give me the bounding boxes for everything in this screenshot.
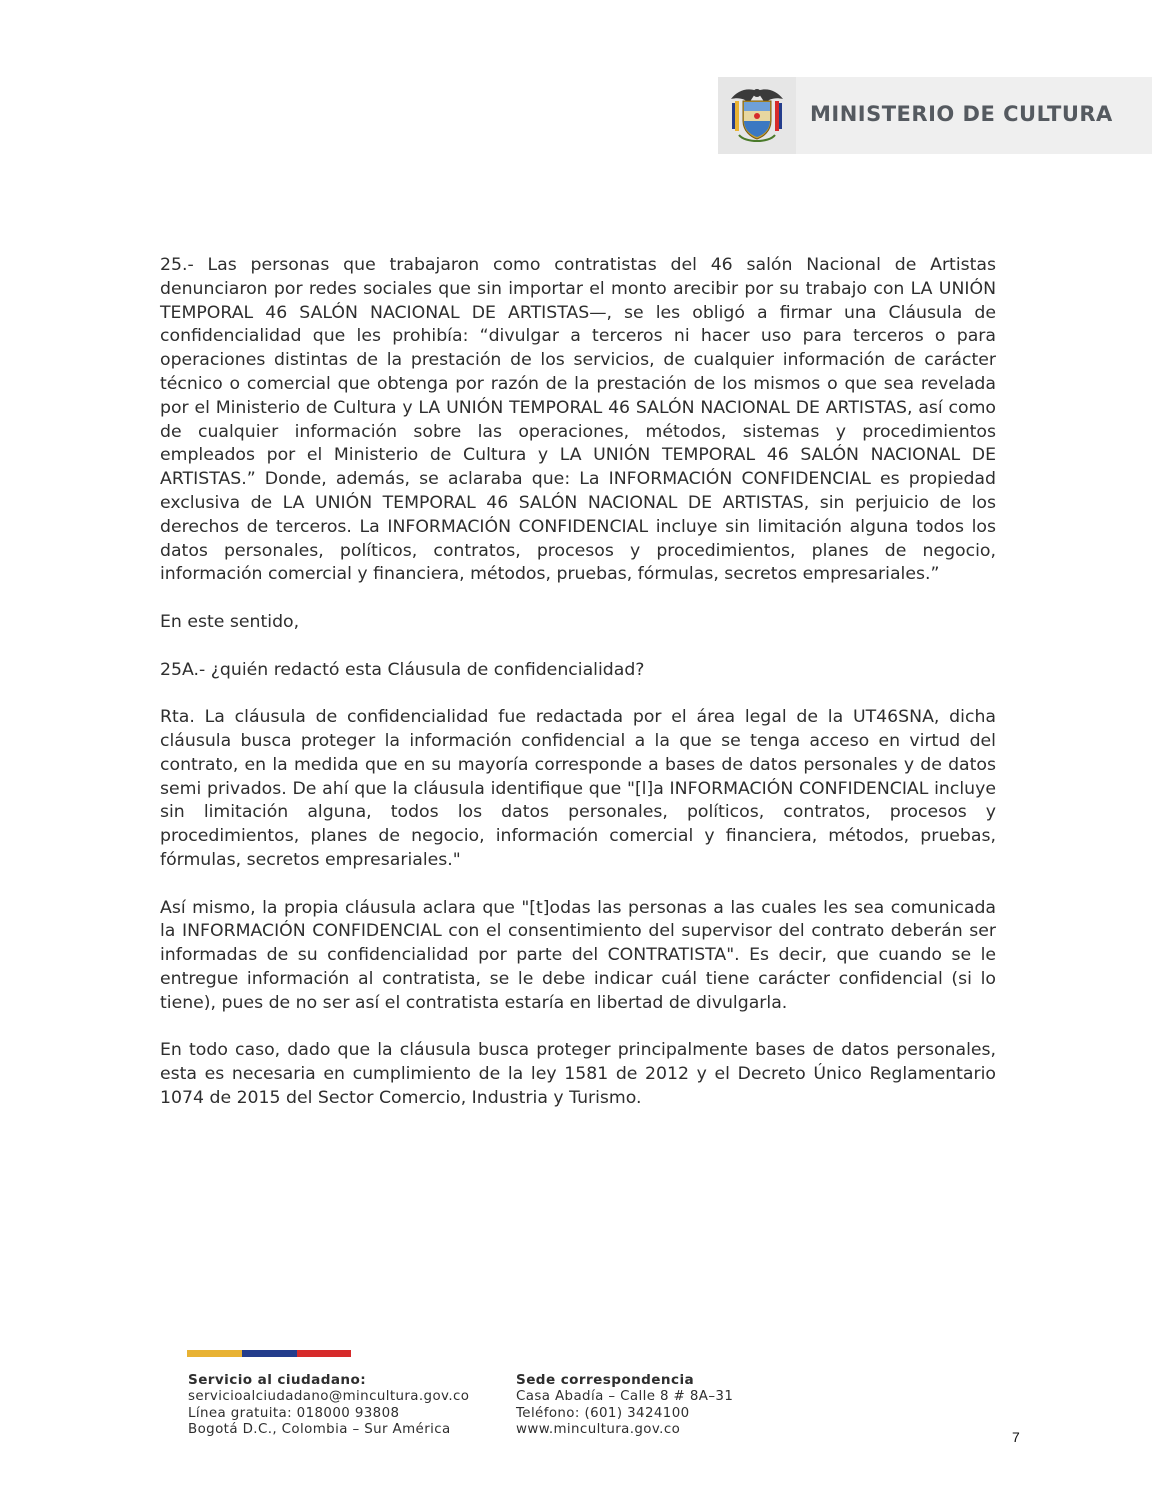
correspondence-title: Sede correspondencia [516, 1372, 695, 1388]
citizen-service-location: Bogotá D.C., Colombia – Sur América [188, 1422, 451, 1438]
correspondence-website[interactable]: www.mincultura.gov.co [516, 1422, 681, 1438]
paragraph-question-25: 25.- Las personas que trabajaron como contratistas del 46 salón Nacional de Artistas denunciaron por redes sociales que sin importar el monto arecibir por su trabajo con LA UNIÓN TEMPORAL 46 SALÓN NACIONAL DE ARTISTAS—, se les obligó a firmar una Cláusula de confidencialidad que les prohibía: “divulgar a terceros ni hacer uso para terceros o para operaciones distintas de la prestación de los servicios, de cualquier información de carácter técnico o comercial que obtenga por razón de la prestación de los mismos o que sea revelada por el Ministerio de Cultura y LA UNIÓN TEMPORAL 46 SALÓN NACIONAL DE ARTISTAS, así como de cualquier información sobre las operaciones, métodos, sistemas y procedimientos empleados por el Ministerio de Cultura y LA UNIÓN TEMPORAL 46 SALÓN NACIONAL DE ARTISTAS.” Donde, además, se aclaraba que: La INFORMACIÓN CONFIDENCIAL es propiedad exclusiva de LA UNIÓN TEMPORAL 46 SALÓN NACIONAL DE ARTISTAS, sin perjuicio de los derechos de terceros. La INFORMACIÓN CONFIDENCIAL incluye sin limitación alguna todos los datos personales, políticos, contratos, procesos y procedimientos, planes de negocio, información comercial y financiera, métodos, pruebas, fórmulas, secretos empresariales.” [160, 255, 996, 585]
flag-color-bar [187, 1350, 351, 1357]
colombia-coat-of-arms-icon [729, 85, 785, 145]
paragraph-question-25a: 25A.- ¿quién redactó esta Cláusula de confidencialidad? [160, 659, 645, 680]
document-body [160, 254, 996, 1134]
correspondence-phone: Teléfono: (601) 3424100 [516, 1405, 690, 1421]
ministry-header [718, 77, 1152, 154]
correspondence-block [516, 1372, 733, 1439]
page-number: 7 [1012, 1429, 1020, 1445]
citizen-service-email[interactable]: servicioalciudadano@mincultura.gov.co [188, 1388, 470, 1404]
citizen-service-block [188, 1372, 469, 1439]
citizen-service-title: Servicio al ciudadano: [188, 1372, 367, 1388]
citizen-service-phone: Línea gratuita: 018000 93808 [188, 1405, 400, 1421]
flag-red-segment [297, 1350, 351, 1357]
paragraph-transition: En este sentido, [160, 611, 300, 632]
paragraph-answer-continued: Así mismo, la propia cláusula aclara que "[t]odas las personas a las cuales les sea comunicada la INFORMACIÓN CONFIDENCIAL con el consentimiento del supervisor del contrato deberán ser informadas de su confidencialidad por parte del CONTRATISTA". Es decir, que cuando se le entregue información al contratista, se le debe indicar cuál tiene carácter confidencial (si lo tiene), pues de no ser así el contratista estaría en libertad de divulgarla. [160, 897, 996, 1013]
flag-blue-segment [242, 1350, 297, 1357]
paragraph-answer: Rta. La cláusula de confidencialidad fue redactada por el área legal de la UT46SNA, dicha cláusula busca proteger la información confidencial a la que se tenga acceso en virtud del contrato, en la medida que en su mayoría corresponde a bases de datos personales y de datos semi privados. De ahí que la cláusula identifique que "[l]a INFORMACIÓN CONFIDENCIAL incluye sin limitación alguna, todos los datos personales, políticos, contratos, procesos y procedimientos, planes de negocio, información comercial y financiera, métodos, pruebas, fórmulas, secretos empresariales." [160, 707, 996, 870]
crest-container [718, 77, 796, 154]
correspondence-address: Casa Abadía – Calle 8 # 8A–31 [516, 1388, 734, 1404]
ministry-name: MINISTERIO DE CULTURA [810, 102, 1113, 126]
paragraph-conclusion: En todo caso, dado que la cláusula busca proteger principalmente bases de datos personales, esta es necesaria en cumplimiento de la ley 1581 de 2012 y el Decreto Único Reglamentario 1074 de 2015 del Sector Comercio, Industria y Turismo. [160, 1040, 996, 1108]
flag-yellow-segment [187, 1350, 242, 1357]
